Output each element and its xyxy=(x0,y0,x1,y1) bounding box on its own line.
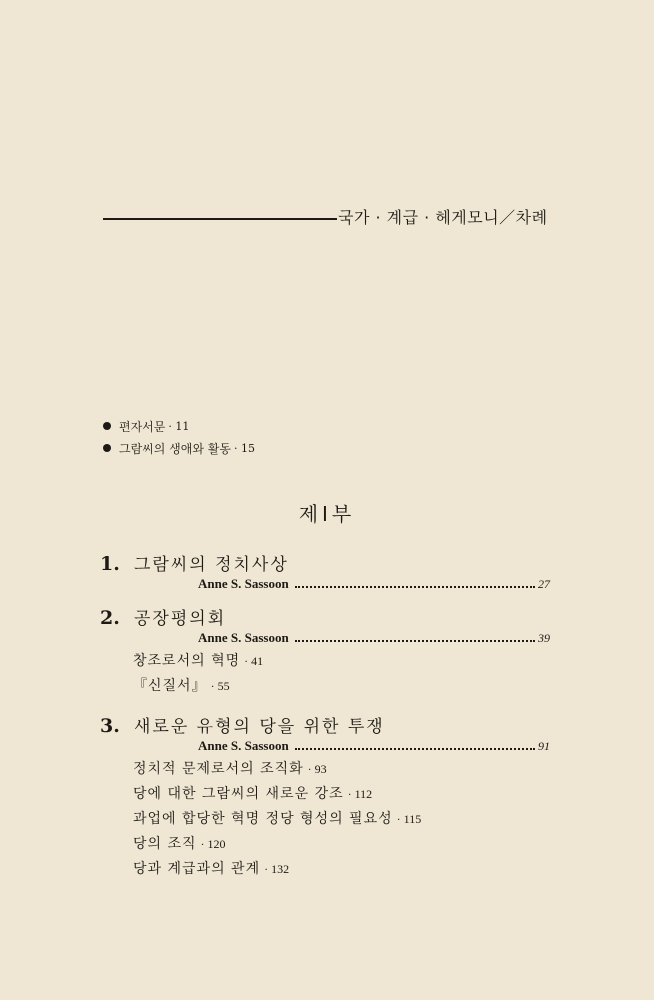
running-header-title: 국가 · 계급 · 헤게모니／차례 xyxy=(338,208,548,227)
bullet-icon xyxy=(103,422,111,430)
header-rule xyxy=(103,218,337,220)
front-matter-item: 편자서문 · 11 xyxy=(103,415,255,437)
chapter-entry xyxy=(100,712,550,883)
section-title: 당에 대한 그람씨의 새로운 강조 xyxy=(133,786,344,802)
section-title: 당의 조직 xyxy=(133,836,197,852)
front-matter-item: 그람씨의 생애와 활동 · 15 xyxy=(103,437,255,459)
section-entry: 당에 대한 그람씨의 새로운 강조 · 112 xyxy=(133,783,550,808)
chapter-author: Anne S. Sassoon xyxy=(198,630,289,645)
front-matter-page: 11 xyxy=(175,419,190,433)
chapter-number: 3. xyxy=(100,715,120,737)
section-page: 132 xyxy=(271,862,290,876)
section-title: 과업에 합당한 혁명 정당 형성의 필요성 xyxy=(133,811,393,827)
dot-leader xyxy=(295,585,535,588)
chapter-number: 1. xyxy=(100,553,120,575)
front-matter-list xyxy=(103,415,255,459)
section-title: 당과 계급과의 관계 xyxy=(133,861,261,877)
chapter-entry xyxy=(100,550,550,596)
section-page: 41 xyxy=(251,654,264,668)
chapter-title: 공장평의회 xyxy=(134,609,227,629)
section-page: 55 xyxy=(217,679,230,693)
chapter-author: Anne S. Sassoon xyxy=(198,738,289,753)
chapter-title: 새로운 유형의 당을 위한 투쟁 xyxy=(134,717,385,737)
section-entry: 정치적 문제로서의 조직화 · 93 xyxy=(133,758,550,783)
chapter-author: Anne S. Sassoon xyxy=(198,576,289,591)
section-page: 112 xyxy=(354,787,373,801)
section-entry: 과업에 합당한 혁명 정당 형성의 필요성 · 115 xyxy=(133,808,550,833)
author-line xyxy=(198,630,550,650)
section-title: 『신질서』 xyxy=(133,678,207,694)
section-entry: 당과 계급과의 관계 · 132 xyxy=(133,858,550,883)
section-page: 115 xyxy=(403,812,422,826)
section-page: 93 xyxy=(314,762,327,776)
front-matter-page: 15 xyxy=(240,441,255,455)
section-entry: 창조로서의 혁명 · 41 xyxy=(133,650,550,675)
chapter-page: 91 xyxy=(538,739,550,753)
front-matter-label: 그람씨의 생애와 활동 xyxy=(119,441,231,456)
section-title: 정치적 문제로서의 조직화 xyxy=(133,761,304,777)
chapter-page: 39 xyxy=(538,631,550,645)
chapter-page: 27 xyxy=(538,577,550,591)
section-page: 120 xyxy=(207,837,226,851)
chapter-entry xyxy=(100,604,550,700)
bullet-icon xyxy=(103,444,111,452)
chapter-number: 2. xyxy=(100,607,120,629)
part-heading: 제Ⅰ부 xyxy=(298,502,356,526)
chapter-title: 그람씨의 정치사상 xyxy=(134,555,289,575)
author-line xyxy=(198,738,550,758)
dot-leader xyxy=(295,639,535,642)
front-matter-label: 편자서문 xyxy=(119,419,166,434)
section-entry: 당의 조직 · 120 xyxy=(133,833,550,858)
author-line xyxy=(198,576,550,596)
dot-leader xyxy=(295,747,535,750)
section-title: 창조로서의 혁명 xyxy=(133,653,241,669)
section-entry: 『신질서』 · 55 xyxy=(133,675,550,700)
